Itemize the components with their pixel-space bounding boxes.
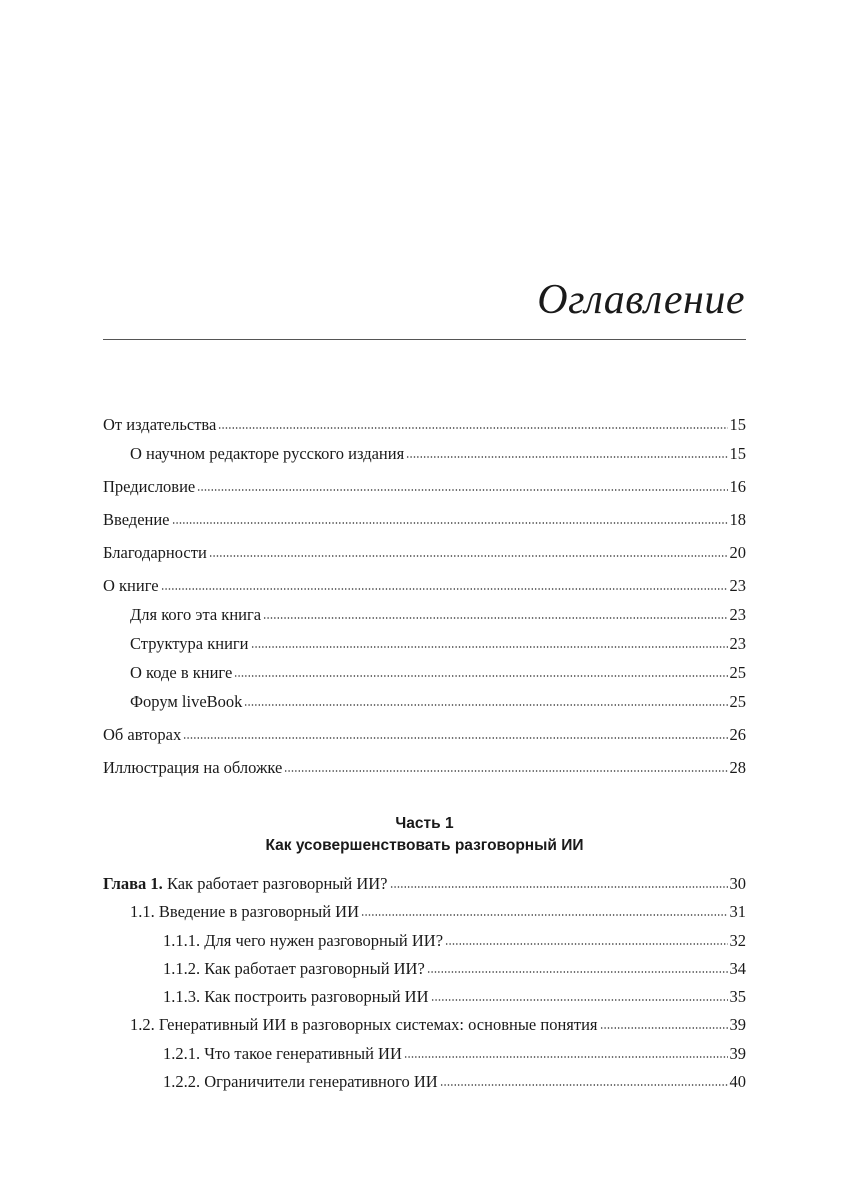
dot-leader — [390, 886, 728, 888]
toc-entry[interactable] — [103, 600, 746, 629]
entry-label: О коде в книге — [130, 663, 233, 682]
dot-leader — [445, 943, 727, 945]
entry-label: Об авторах — [103, 725, 182, 744]
entry-page: 23 — [729, 634, 746, 653]
entry-label: Форум liveBook — [130, 692, 243, 711]
entry-page: 40 — [729, 1072, 746, 1092]
entry-page: 35 — [729, 987, 746, 1007]
dot-leader — [251, 646, 728, 648]
dot-leader — [284, 770, 727, 772]
entry-label: 1.1. Введение в разговорный ИИ — [130, 902, 360, 922]
front-matter-toc — [103, 410, 746, 782]
chapter-title: Как работает разговорный ИИ? — [166, 874, 388, 893]
entry-label: 1.2.1. Что такое генеративный ИИ — [163, 1043, 402, 1063]
entry-label: Предисловие — [103, 477, 196, 496]
dot-leader — [404, 1056, 728, 1058]
entry-label: 1.2. Генеративный ИИ в разговорных системах: основные понятия — [130, 1015, 598, 1035]
dot-leader — [244, 704, 727, 706]
toc-entry[interactable] — [103, 472, 746, 501]
title-rule — [103, 339, 746, 340]
entry-label: 1.2.2. Ограничители генеративного ИИ — [163, 1072, 438, 1092]
dot-leader — [263, 617, 727, 619]
toc-entry[interactable] — [103, 983, 746, 1011]
dot-leader — [361, 914, 727, 916]
entry-label: 1.1.3. Как построить разговорный ИИ — [163, 987, 429, 1007]
entry-page: 25 — [729, 663, 746, 682]
entry-page: 25 — [729, 692, 746, 711]
dot-leader — [427, 971, 728, 973]
dot-leader — [197, 489, 727, 491]
dot-leader — [161, 588, 728, 590]
dot-leader — [440, 1084, 728, 1086]
toc-entry[interactable] — [103, 1011, 746, 1039]
entry-label — [103, 870, 388, 898]
dot-leader — [600, 1027, 728, 1029]
entry-label: Для кого эта книга — [130, 605, 262, 624]
dot-leader — [234, 675, 727, 677]
toc-entry[interactable] — [103, 687, 746, 716]
part-title: Как усовершенствовать разговорный ИИ — [265, 837, 584, 854]
page-title: Оглавление — [537, 277, 745, 323]
entry-page: 26 — [729, 725, 746, 744]
dot-leader — [183, 737, 727, 739]
toc-entry[interactable] — [103, 898, 746, 926]
entry-page: 15 — [729, 444, 746, 463]
entry-page: 39 — [729, 1043, 746, 1063]
entry-label: 1.1.1. Для чего нужен разговорный ИИ? — [163, 930, 444, 950]
entry-label: О книге — [103, 576, 159, 595]
dot-leader — [406, 456, 727, 458]
dot-leader — [209, 555, 728, 557]
entry-page: 30 — [729, 874, 746, 893]
dot-leader — [431, 999, 728, 1001]
toc-entry[interactable] — [103, 955, 746, 983]
toc-entry[interactable] — [103, 410, 746, 439]
entry-page: 16 — [729, 477, 746, 496]
toc-entry[interactable] — [103, 439, 746, 468]
part-number: Часть 1 — [395, 815, 454, 832]
entry-page: 23 — [729, 576, 746, 595]
chapter-toc — [103, 870, 746, 1096]
entry-page: 34 — [729, 958, 746, 978]
entry-page: 23 — [729, 605, 746, 624]
entry-label: От издательства — [103, 415, 217, 434]
toc-entry[interactable] — [103, 629, 746, 658]
entry-label: Благодарности — [103, 543, 207, 562]
toc-entry[interactable] — [103, 720, 746, 749]
chapter-prefix: Глава 1. — [103, 874, 163, 893]
toc-entry[interactable] — [103, 505, 746, 534]
toc-entry[interactable] — [103, 538, 746, 567]
toc-entry[interactable] — [103, 1040, 746, 1068]
entry-page: 15 — [729, 415, 746, 434]
entry-label: Иллюстрация на обложке — [103, 758, 283, 777]
toc-entry[interactable] — [103, 927, 746, 955]
entry-label: 1.1.2. Как работает разговорный ИИ? — [163, 958, 425, 978]
entry-label: О научном редакторе русского издания — [130, 444, 405, 463]
entry-page: 18 — [729, 510, 746, 529]
dot-leader — [218, 427, 727, 429]
toc-entry[interactable] — [103, 1068, 746, 1096]
toc-entry-chapter[interactable] — [103, 870, 746, 898]
entry-label: Структура книги — [130, 634, 249, 653]
entry-page: 32 — [729, 930, 746, 950]
part-heading — [103, 813, 746, 857]
entry-page: 31 — [729, 902, 746, 922]
toc-entry[interactable] — [103, 753, 746, 782]
entry-page: 20 — [729, 543, 746, 562]
dot-leader — [172, 522, 728, 524]
entry-page: 39 — [729, 1015, 746, 1035]
toc-entry[interactable] — [103, 658, 746, 687]
entry-label: Введение — [103, 510, 170, 529]
entry-page: 28 — [729, 758, 746, 777]
toc-entry[interactable] — [103, 571, 746, 600]
